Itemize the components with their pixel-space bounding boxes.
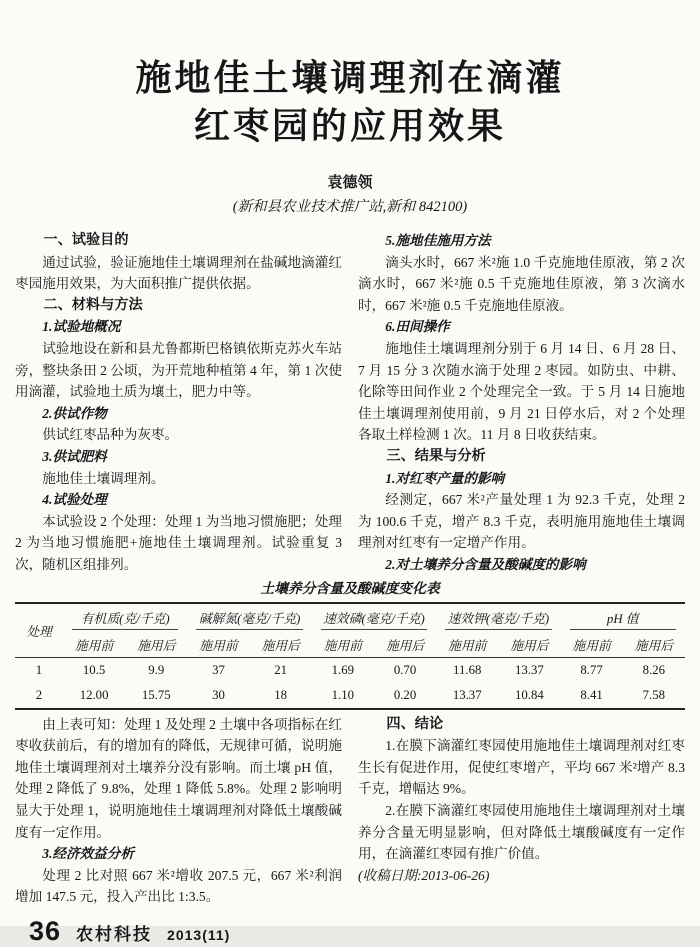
subheader-after: 施用后: [374, 632, 436, 658]
cell-value: 13.37: [452, 687, 482, 702]
column-group-ph: pH 值: [561, 603, 686, 632]
subsection-fertilizer: 3.供试肥料: [42, 449, 107, 465]
journal-issue: 2013(11): [167, 926, 231, 943]
paragraph-field-operations: 施地佳土壤调理剂分别于 6 月 14 日、6 月 28 日、7 月 15 分 3 次随水滴于处理 2 枣园。如防虫、中耕、化除等田间作业 2 个处理完全一致。于 5 月 14 日施地佳土壤调理剂使用前，9 月 21 日停水后，对 2 个处理各取土样检测 1 次。11 月 8 日收获结束。: [358, 341, 685, 443]
table-row: [15, 657, 685, 683]
author-name: 袁德领: [327, 175, 373, 192]
cell-value: 18: [274, 687, 288, 702]
subheader-before: 施用前: [436, 632, 498, 658]
article-title-line1: 施地佳土壤调理剂在滴灌: [135, 57, 565, 99]
paragraph-fertilizer: 施地佳土壤调理剂。: [42, 470, 165, 486]
column-header-treatment: 处理: [15, 603, 63, 658]
cell-value: 0.20: [393, 687, 417, 702]
paragraph-conclusion-2: 2.在膜下滴灌红枣园使用施地佳土壤调理剂对土壤养分含量无明显影响，但对降低土壤酸碱度有一定作用，在滴灌红枣园有推广价值。: [358, 802, 685, 862]
subheader-after: 施用后: [125, 632, 187, 658]
paragraph-yield-effect: 经测定，667 米²产量处理 1 为 92.3 千克，处理 2 为 100.6 千克，增产 8.3 千克，表明施用施地佳土壤调理剂对红枣有一定增产作用。: [358, 492, 685, 551]
article-title-line2: 红枣园的应用效果: [193, 105, 506, 147]
soil-table-section: [15, 579, 685, 710]
cell-value: 7.58: [642, 687, 666, 702]
paragraph-purpose: 通过试验，验证施地佳土壤调理剂在盐碱地滴灌红枣园施用效果，为大面积推广提供依据。: [15, 254, 342, 292]
paragraph-table-analysis: 由上表可知：处理 1 及处理 2 土壤中各项指标在红枣收获前后，有的增加有的降低，无规律可循，说明施地佳土壤调理剂对土壤养分没有影响。而土壤 pH 值，处理 2 降低了 9.8%，处理 1 降低 5.8%。处理 2 影响明显大于处理 1，说明施地佳土壤调理剂对降低土壤酸碱度有一定作用。: [15, 716, 342, 840]
paragraph-conclusion-1: 1.在膜下滴灌红枣园使用施地佳土壤调理剂对红枣生长有促进作用，促使红枣增产，平均 667 米²增产 8.3 千克，增幅达 9%。: [358, 738, 685, 797]
subsection-field-operations: 6.田间操作: [385, 319, 450, 335]
table-sub-header-row: [15, 632, 685, 658]
cell-treatment: 2: [35, 687, 43, 702]
subheader-after: 施用后: [498, 632, 560, 658]
section-heading-purpose: 一、试验目的: [43, 232, 129, 249]
cell-value: 12.00: [79, 687, 109, 702]
subsection-yield-effect: 1.对红枣产量的影响: [385, 470, 505, 486]
journal-name: 农村科技: [76, 924, 153, 944]
page-number: 36: [29, 915, 62, 946]
bottom-left-column: [15, 714, 342, 908]
top-left-column: [15, 230, 342, 576]
cell-value: 11.68: [453, 662, 482, 677]
paragraph-treatments: 本试验设 2 个处理：处理 1 为当地习惯施肥；处理 2 为当地习惯施肥+施地佳土壤调理剂。试验重复 3 次，随机区组排列。: [15, 513, 342, 573]
paragraph-crop: 供试红枣品种为灰枣。: [42, 427, 179, 443]
subheader-before: 施用前: [63, 632, 125, 658]
column-group-alkaline-nitrogen: 碱解氮(毫克/千克): [187, 603, 311, 632]
bottom-right-column: [358, 714, 685, 908]
date-received: (收稿日期:2013-06-26): [358, 867, 490, 883]
subsection-economic-analysis: 3.经济效益分析: [42, 846, 134, 862]
cell-value: 37: [212, 662, 225, 677]
cell-value: 1.69: [331, 662, 355, 677]
cell-value: 9.9: [148, 662, 165, 677]
cell-value: 30: [212, 687, 225, 702]
subsection-application-method: 5.施地佳施用方法: [385, 233, 491, 249]
cell-treatment: 1: [35, 662, 43, 677]
table-title: 土壤养分含量及酸碱度变化表: [260, 580, 440, 596]
page-footer: [29, 916, 685, 947]
cell-value: 10.5: [82, 662, 106, 677]
subsection-treatments: 4.试验处理: [42, 492, 107, 508]
cell-value: 10.84: [515, 687, 544, 702]
bottom-columns: [15, 714, 685, 908]
subsection-crop: 2.供试作物: [42, 405, 107, 421]
section-heading-materials: 二、材料与方法: [43, 296, 143, 313]
subsection-soil-effect: 2.对土壤养分含量及酸碱度的影响: [385, 557, 586, 573]
cell-value: 0.70: [393, 662, 417, 677]
subheader-before: 施用前: [561, 632, 623, 658]
subheader-before: 施用前: [187, 632, 249, 658]
column-group-available-potassium: 速效钾(毫克/千克): [436, 603, 560, 632]
cell-value: 1.10: [331, 687, 355, 702]
paragraph-application-method: 滴头水时，667 米²施 1.0 千克施地佳原液，第 2 次滴水时，667 米²施 0.5 千克施地佳原液，第 3 次滴水时，667 米²施 0.5 千克施地佳原液。: [358, 254, 685, 313]
cell-value: 8.26: [642, 662, 666, 677]
cell-value: 21: [274, 662, 288, 677]
cell-value: 8.41: [580, 687, 603, 702]
cell-value: 13.37: [515, 662, 544, 677]
top-columns: [15, 230, 685, 576]
soil-nutrient-table: [15, 602, 685, 710]
column-group-organic-matter: 有机质(克/千克): [63, 603, 187, 632]
article-title: [15, 54, 685, 150]
author-affiliation: (新和县农业技术推广站,新和 842100): [232, 199, 468, 216]
cell-value: 15.75: [141, 687, 171, 702]
subheader-after: 施用后: [250, 632, 312, 658]
section-heading-results: 三、结果与分析: [386, 448, 486, 465]
subsection-site: 1.试验地概况: [42, 319, 121, 335]
column-group-available-phosphorus: 速效磷(毫克/千克): [312, 603, 436, 632]
top-right-column: [358, 230, 685, 576]
cell-value: 8.77: [580, 662, 603, 677]
subheader-after: 施用后: [623, 632, 685, 658]
paragraph-site: 试验地设在新和县尤鲁都斯巴格镇依斯克苏火车站旁，整块条田 2 公顷，为开荒地种植第 4 年，第 1 次使用滴灌，试验地土质为壤土，肥力中等。: [15, 341, 342, 400]
table-group-header-row: [15, 603, 685, 632]
section-heading-conclusion: 四、结论: [386, 715, 444, 732]
table-row: [15, 683, 685, 709]
paragraph-economic-analysis: 处理 2 比对照 667 米²增收 207.5 元，667 米²利润增加 147.5 元，投入产出比 1:3.5。: [15, 867, 342, 905]
subheader-before: 施用前: [312, 632, 374, 658]
